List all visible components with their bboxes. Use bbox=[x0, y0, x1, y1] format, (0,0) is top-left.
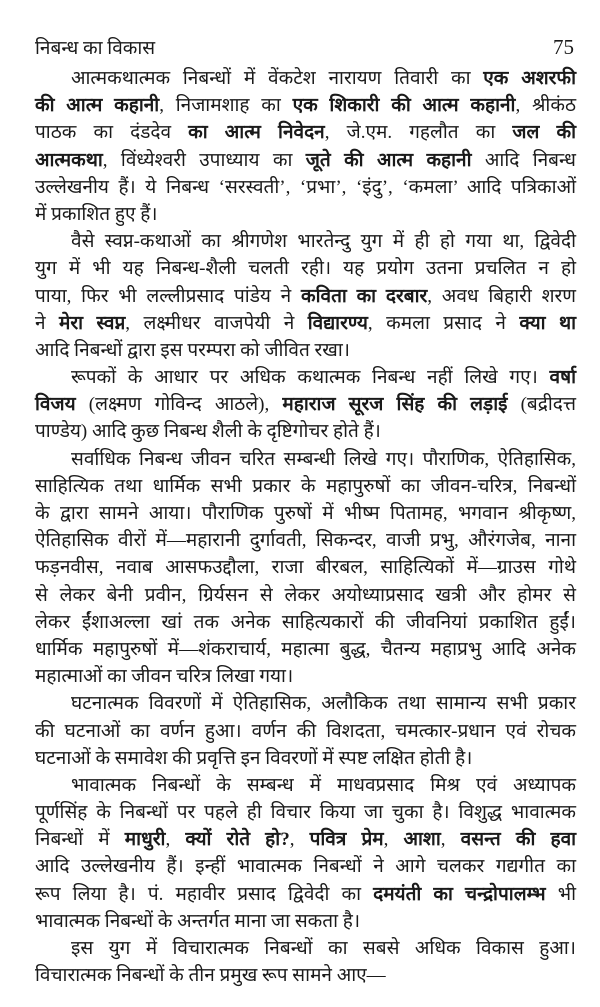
text-segment: , जे.एम. गहलौत का bbox=[324, 122, 513, 144]
text-line bbox=[35, 609, 576, 636]
bold-title-text: पवित्र प्रेम bbox=[309, 829, 384, 851]
text-line bbox=[35, 772, 576, 799]
text-line bbox=[35, 391, 576, 418]
paragraph bbox=[35, 772, 576, 935]
bold-title-text: वसन्त की हवा bbox=[460, 829, 577, 851]
text-segment: , bbox=[440, 829, 461, 851]
text-line bbox=[35, 908, 576, 935]
paragraph bbox=[35, 690, 576, 772]
text-segment: उल्लेखनीय हैं। ये निबन्ध ‘सरस्वती’, ‘प्रभा’, ‘इंदु’, ‘कमला’ आदि पत्रिकाओं bbox=[35, 176, 576, 198]
text-segment: पूर्णसिंह के निबन्धों पर पहले ही विचार किया जा चुका है। विशुद्ध भावात्मक bbox=[35, 802, 576, 824]
text-line bbox=[35, 500, 576, 527]
paragraph bbox=[35, 935, 576, 989]
bold-title-text: एक शिकारी की आत्म कहानी bbox=[292, 95, 516, 117]
text-line bbox=[35, 174, 576, 201]
text-segment: , bbox=[383, 829, 404, 851]
text-segment: सर्वाधिक निबन्ध जीवन चरित सम्बन्धी लिखे गए। पौराणिक, ऐतिहासिक, bbox=[71, 448, 576, 470]
running-header bbox=[35, 33, 574, 61]
text-line bbox=[35, 799, 576, 826]
text-segment: रूप लिया है। पं. महावीर प्रसाद द्विवेदी का bbox=[35, 883, 374, 905]
text-line bbox=[35, 745, 576, 772]
text-segment: पाठक का दंडदेव bbox=[35, 122, 189, 144]
text-segment: साहित्यिक तथा धार्मिक सभी प्रकार के महापुरुषों का जीवन-चरित्र, निबन्धों bbox=[35, 475, 576, 497]
text-line bbox=[35, 853, 576, 880]
text-segment: वैसे स्वप्न-कथाओं का श्रीगणेश भारतेन्दु युग में ही हो गया था, द्विवेदी bbox=[71, 231, 576, 253]
paragraph bbox=[35, 228, 576, 364]
text-segment: के द्वारा सामने आया। पौराणिक पुरुषों में भीष्म पितामह, भगवान श्रीकृष्ण, bbox=[35, 503, 576, 524]
bold-title-text: विजय bbox=[35, 394, 76, 416]
text-line bbox=[35, 690, 576, 717]
bold-title-text: माधुरी bbox=[124, 829, 166, 851]
text-line bbox=[35, 826, 576, 853]
text-segment: निबन्धों में bbox=[35, 829, 125, 851]
text-segment: से लेकर बेनी प्रवीन, ग्रिर्यसन से लेकर अयोध्याप्रसाद खत्री और होमर से bbox=[35, 584, 576, 606]
text-line bbox=[35, 65, 576, 92]
text-line bbox=[35, 636, 576, 663]
text-line bbox=[35, 582, 576, 609]
text-segment: , लक्ष्मीधर वाजपेयी ने bbox=[125, 312, 308, 334]
text-line bbox=[35, 527, 576, 554]
text-segment: इस युग में विचारात्मक निबन्धों का सबसे अधिक विकास हुआ। bbox=[71, 938, 576, 959]
bold-title-text: जूते की आत्म कहानी bbox=[305, 149, 472, 171]
text-line bbox=[35, 554, 576, 581]
bold-title-text: विद्यारण्य bbox=[307, 312, 368, 334]
text-segment: (लक्ष्मण गोविन्द आठले), bbox=[75, 394, 283, 416]
text-line bbox=[35, 446, 576, 473]
text-segment: की घटनाओं का वर्णन हुआ। वर्णन की विशदता, चमत्कार-प्रधान एवं रोचक bbox=[35, 720, 576, 742]
text-segment: रूपकों के आधार पर अधिक कथात्मक निबन्ध नहीं लिखे गए। bbox=[71, 367, 550, 389]
bold-title-text: आशा bbox=[403, 829, 441, 851]
bold-title-text: क्यों रोते हो? bbox=[185, 829, 290, 851]
text-segment: आत्मकथात्मक निबन्धों में वेंकटेश नारायण तिवारी का bbox=[71, 68, 484, 89]
text-segment: घटनाओं के समावेश की प्रवृत्ति इन विवरणों में स्पष्ट लक्षित होती है। bbox=[35, 747, 473, 769]
body-text bbox=[35, 65, 576, 989]
bold-title-text: आत्मकथा bbox=[35, 149, 103, 171]
text-line bbox=[35, 718, 576, 745]
bold-title-text: वर्षा bbox=[549, 367, 576, 389]
text-segment: महात्माओं का जीवन चरित्र लिखा गया। bbox=[35, 666, 294, 688]
text-line bbox=[35, 881, 576, 908]
paragraph bbox=[35, 65, 576, 228]
text-line bbox=[35, 418, 576, 445]
bold-title-text: जल की bbox=[512, 122, 577, 144]
paragraph bbox=[35, 446, 576, 691]
text-line bbox=[35, 283, 576, 310]
text-segment: विचारात्मक निबन्धों के तीन प्रमुख रूप सामने आए— bbox=[35, 965, 386, 987]
text-line bbox=[35, 228, 576, 255]
bold-title-text: का आत्म निवेदन bbox=[188, 122, 325, 144]
text-line bbox=[35, 337, 576, 364]
page-number: 75 bbox=[553, 34, 574, 59]
text-segment: भी bbox=[545, 883, 577, 905]
text-segment: लेकर ईंशाअल्ला खां तक अनेक साहित्यकारों की जीवनियां प्रकाशित हुईं। bbox=[35, 611, 576, 633]
bold-title-text: महाराज सूरज सिंह की लड़ाई bbox=[282, 394, 508, 416]
text-segment: ऐतिहासिक वीरों में—महारानी दुर्गावती, सिकन्दर, वाजी प्रभु, औरंगजेब, नाना bbox=[35, 530, 576, 552]
text-segment: , bbox=[165, 829, 186, 851]
text-segment: धार्मिक महापुरुषों में—शंकराचार्य, महात्मा बुद्ध, चैतन्य महाप्रभु आदि अनेक bbox=[35, 638, 576, 660]
text-line bbox=[35, 119, 576, 146]
chapter-title: निबन्ध का विकास bbox=[35, 38, 156, 59]
bold-title-text: कविता का दरबार bbox=[301, 285, 428, 307]
text-segment: , कमला प्रसाद ने bbox=[367, 312, 520, 334]
text-segment: भावात्मक निबन्धों के सम्बन्ध में माधवप्रसाद मिश्र एवं अध्यापक bbox=[71, 774, 576, 796]
text-segment: , विंध्येश्वरी उपाध्याय का bbox=[102, 149, 306, 171]
text-line bbox=[35, 962, 576, 989]
text-segment: पाया, फिर भी लल्लीप्रसाद पांडेय ने bbox=[35, 285, 301, 307]
text-segment: , अवध बिहारी शरण bbox=[427, 285, 576, 307]
text-line bbox=[35, 201, 576, 228]
text-segment: में प्रकाशित हुए हैं। bbox=[35, 203, 158, 225]
text-segment: , श्रीकंठ bbox=[515, 95, 576, 117]
text-line bbox=[35, 364, 576, 391]
text-line bbox=[35, 147, 576, 174]
text-line bbox=[35, 663, 576, 690]
text-segment: युग में भी यह निबन्ध-शैली चलती रही। यह प्रयोग उतना प्रचलित न हो bbox=[35, 258, 576, 280]
bold-title-text: एक अशरफी bbox=[483, 68, 576, 89]
text-line bbox=[35, 255, 576, 282]
text-segment: आदि उल्लेखनीय हैं। इन्हीं भावात्मक निबन्धों ने आगे चलकर गद्यगीत का bbox=[35, 856, 576, 878]
text-segment: पाण्डेय) आदि कुछ निबन्ध शैली के दृष्टिगोचर होते हैं। bbox=[35, 421, 381, 443]
bold-title-text: क्या था bbox=[519, 312, 577, 334]
bold-title-text: की आत्म कहानी bbox=[35, 95, 160, 117]
paragraph bbox=[35, 364, 576, 446]
bold-title-text: मेरा स्वप्न bbox=[59, 312, 126, 334]
text-segment: , bbox=[289, 829, 310, 851]
text-line bbox=[35, 310, 576, 337]
text-segment: (बद्रीदत्त bbox=[507, 394, 577, 416]
text-segment: घटनात्मक विवरणों में ऐतिहासिक, अलौकिक तथा सामान्य सभी प्रकार bbox=[71, 693, 576, 715]
text-segment: भावात्मक निबन्धों के अन्तर्गत माना जा सकता है। bbox=[35, 910, 361, 932]
bold-title-text: दमयंती का चन्द्रोपालम्भ bbox=[373, 883, 546, 905]
text-segment: आदि निबन्धों द्वारा इस परम्परा को जीवित रखा। bbox=[35, 339, 350, 361]
text-line bbox=[35, 935, 576, 962]
text-line bbox=[35, 92, 576, 119]
text-segment: , निजामशाह का bbox=[159, 95, 293, 117]
text-line bbox=[35, 473, 576, 500]
text-segment: फड़नवीस, नवाब आसफउद्दौला, राजा बीरबल, साहित्यिकों में—ग्राउस गोथे bbox=[35, 557, 576, 579]
text-segment: आदि निबन्ध bbox=[471, 149, 576, 171]
text-segment: ने bbox=[35, 312, 59, 334]
